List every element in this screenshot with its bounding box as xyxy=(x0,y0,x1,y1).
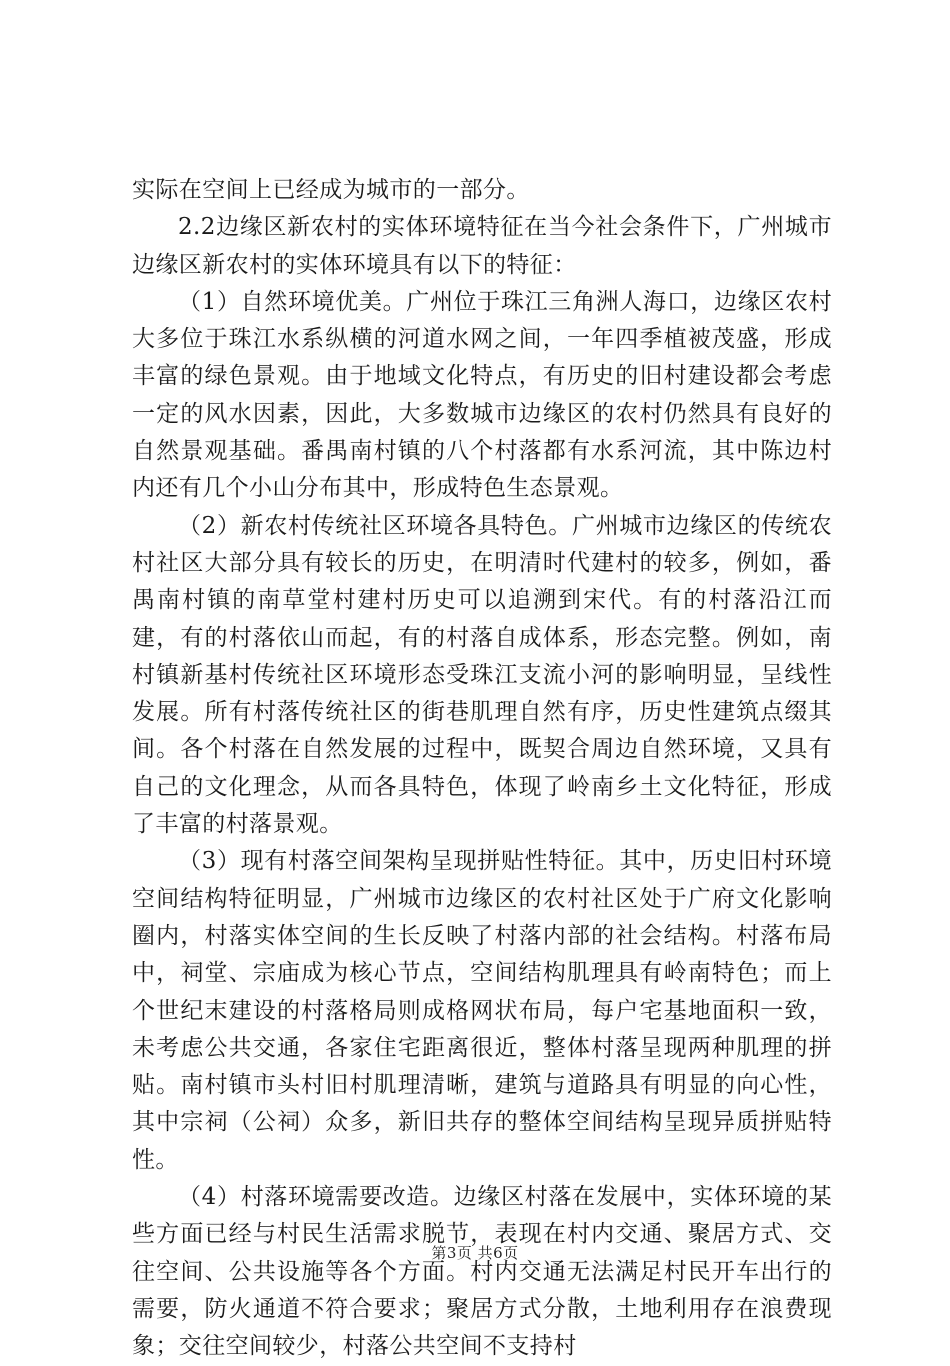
paragraph-continuation: 实际在空间上已经成为城市的一部分。 xyxy=(132,177,530,203)
paragraph-item-2: （2）新农村传统社区环境各具特色。广州城市边缘区的传统农村社区大部分具有较长的历史，在明清时代建村的较多，例如，番禺南村镇的南草堂村建村历史可以追溯到宋代。有的村落沿江而建，有的村落依山而起，有的村落自成体系，形态完整。例如，南村镇新基村传统社区环境形态受珠江支流小河的影响明显，呈线性发展。所有村落传统社区的街巷肌理自然有序，历史性建筑点缀其间。各个村落在自然发展的过程中，既契合周边自然环境，又具有自己的文化理念，从而各具特色，体现了岭南乡土文化特征，形成了丰富的村落景观。 xyxy=(132,512,832,838)
paragraph-item-1: （1）自然环境优美。广州位于珠江三角洲人海口，边缘区农村大多位于珠江水系纵横的河道水网之间，一年四季植被茂盛，形成丰富的绿色景观。由于地域文化特点，有历史的旧村建设都会考虑一定的风水因素，因此，大多数城市边缘区的农村仍然具有良好的自然景观基础。番禺南村镇的八个村落都有水系河流，其中陈边村内还有几个小山分布其中，形成特色生态景观。 xyxy=(132,288,832,502)
document-body xyxy=(132,172,832,1366)
paragraph-item-3: （3）现有村落空间架构呈现拼贴性特征。其中，历史旧村环境空间结构特征明显，广州城市边缘区的农村社区处于广府文化影响圈内，村落实体空间的生长反映了村落内部的社会结构。村落布局中，祠堂、宗庙成为核心节点，空间结构肌理具有岭南特色；而上个世纪末建设的村落格局则成格网状布局，每户宅基地面积一致，未考虑公共交通，各家住宅距离很近，整体村落呈现两种肌理的拼贴。南村镇市头村旧村肌理清晰，建筑与道路具有明显的向心性，其中宗祠（公祠）众多，新旧共存的整体空间结构呈现异质拼贴特性。 xyxy=(132,848,832,1173)
page-footer: 第3页 共6页 xyxy=(431,1244,519,1262)
paragraph-item-4: （4）村落环境需要改造。边缘区村落在发展中，实体环境的某些方面已经与村民生活需求脱节，表现在村内交通、聚居方式、交往空间、公共设施等各个方面。村内交通无法满足村民开车出行的需要，防火通道不符合要求；聚居方式分散，土地利用存在浪费现象；交往空间较少，村落公共空间不支持村 xyxy=(132,1184,832,1360)
paragraph-section-2-2: 2.2边缘区新农村的实体环境特征在当今社会条件下，广州城市边缘区新农村的实体环境具有以下的特征： xyxy=(132,214,832,278)
